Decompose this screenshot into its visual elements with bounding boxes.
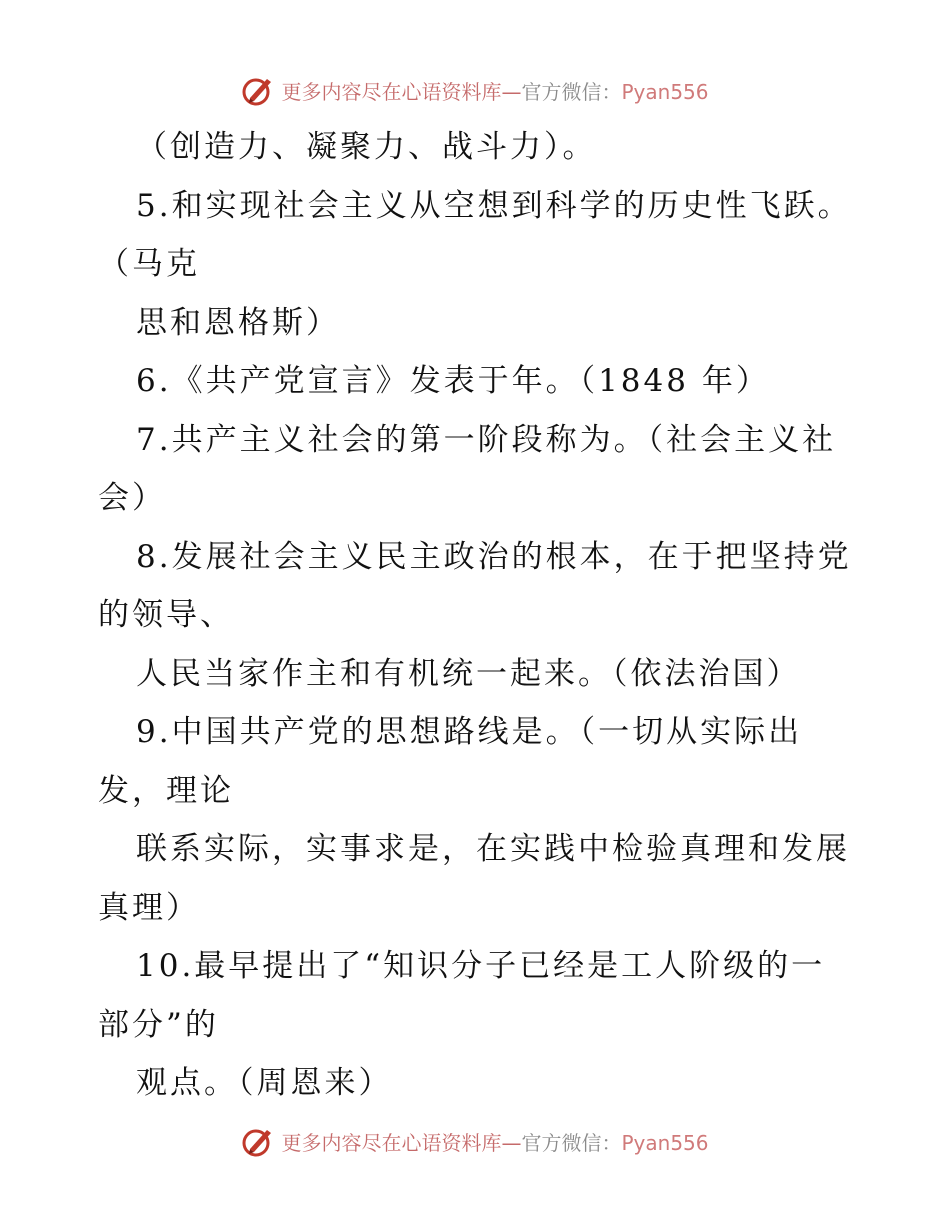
text-line: 7.共产主义社会的第一阶段称为。（社会主义社: [136, 421, 837, 458]
text-line: 部分”的: [98, 1006, 219, 1043]
watermark-id: Pyan556: [621, 79, 709, 104]
footer-watermark: [0, 1121, 950, 1161]
text-line: 联系实际，实事求是，在实践中检验真理和发展: [136, 831, 850, 867]
text-line: （马克: [98, 246, 200, 282]
text-line: 会）: [98, 480, 166, 516]
watermark-inner: [241, 1124, 708, 1158]
text-line: 真理）: [98, 889, 200, 926]
watermark-official: 官方微信：: [521, 1130, 622, 1155]
text-line: 8.发展社会主义民主政治的根本，在于把坚持党: [136, 538, 852, 575]
watermark-inner: [241, 73, 708, 107]
text-line: 思和恩格斯）: [136, 304, 340, 341]
text-line: 10.最早提出了“知识分子已经是工人阶级的一: [136, 948, 826, 984]
header-watermark: [0, 70, 950, 110]
text-line: 6.《共产党宣言》发表于年。（1848 年）: [136, 363, 770, 399]
text-line: 的领导、: [98, 597, 234, 633]
watermark-brand: 更多内容尽在心语资料库: [281, 79, 502, 104]
pen-logo-icon: [241, 1124, 275, 1158]
watermark-official: 官方微信：: [521, 79, 622, 104]
watermark-dash: —: [501, 1130, 522, 1155]
watermark-text: [281, 1127, 708, 1156]
text-line: 人民当家作主和有机统一起来。（依法治国）: [136, 655, 801, 692]
pen-logo-icon: [241, 73, 275, 107]
watermark-text: [281, 76, 708, 105]
text-line: （创造力、凝聚力、战斗力）。: [136, 129, 597, 165]
text-line: 9.中国共产党的思想路线是。（一切从实际出: [136, 714, 803, 750]
watermark-dash: —: [501, 79, 522, 104]
watermark-brand: 更多内容尽在心语资料库: [281, 1130, 502, 1155]
text-line: 发，理论: [98, 772, 234, 809]
watermark-id: Pyan556: [621, 1130, 709, 1155]
document-body: [98, 118, 858, 1113]
text-line: 5.和实现社会主义从空想到科学的历史性飞跃。: [136, 187, 852, 224]
text-line: 观点。（周恩来）: [136, 1065, 393, 1101]
